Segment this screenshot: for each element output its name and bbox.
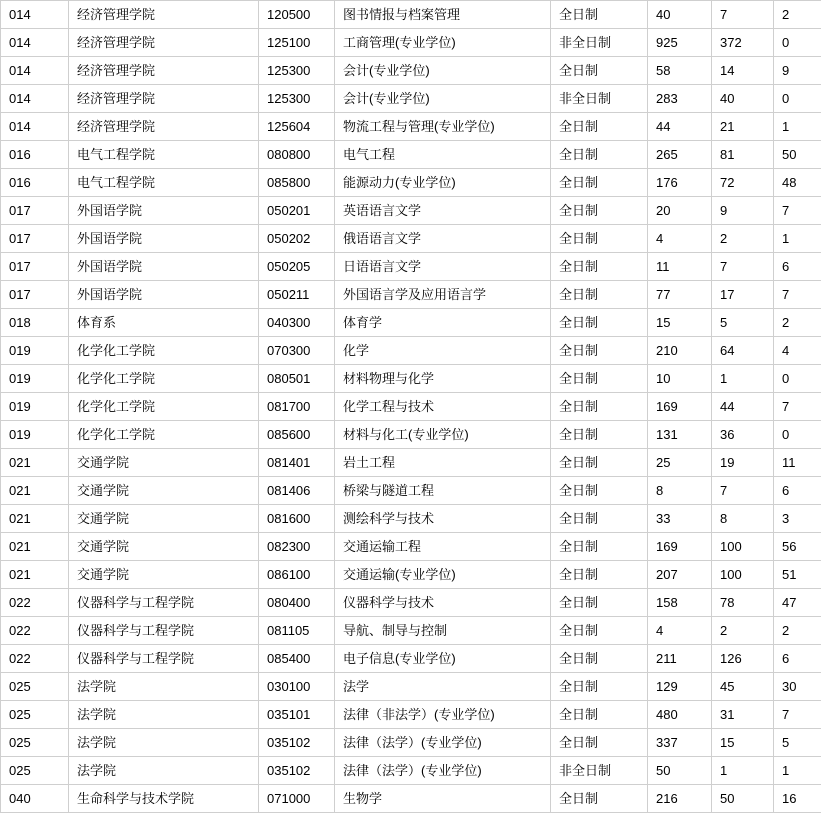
recommended-count: 30 [774, 673, 821, 701]
department-code: 016 [1, 169, 69, 197]
admitted-count: 64 [712, 337, 774, 365]
department-code: 014 [1, 85, 69, 113]
admitted-count: 372 [712, 29, 774, 57]
study-mode: 全日制 [551, 701, 648, 729]
major-code: 081700 [259, 393, 335, 421]
major-code: 080501 [259, 365, 335, 393]
recommended-count: 6 [774, 477, 821, 505]
applicants-count: 58 [648, 57, 712, 85]
recommended-count: 7 [774, 701, 821, 729]
study-mode: 全日制 [551, 533, 648, 561]
admitted-count: 8 [712, 505, 774, 533]
recommended-count: 56 [774, 533, 821, 561]
applicants-count: 265 [648, 141, 712, 169]
admitted-count: 1 [712, 757, 774, 785]
major-name: 会计(专业学位) [335, 57, 551, 85]
major-code: 081105 [259, 617, 335, 645]
department-code: 025 [1, 757, 69, 785]
study-mode: 非全日制 [551, 29, 648, 57]
major-name: 会计(专业学位) [335, 85, 551, 113]
major-code: 050201 [259, 197, 335, 225]
major-name: 导航、制导与控制 [335, 617, 551, 645]
department-code: 022 [1, 589, 69, 617]
recommended-count: 0 [774, 421, 821, 449]
recommended-count: 1 [774, 113, 821, 141]
department-code: 021 [1, 449, 69, 477]
major-code: 080800 [259, 141, 335, 169]
department-name: 外国语学院 [69, 197, 259, 225]
admitted-count: 40 [712, 85, 774, 113]
study-mode: 全日制 [551, 281, 648, 309]
major-name: 工商管理(专业学位) [335, 29, 551, 57]
department-code: 025 [1, 673, 69, 701]
department-name: 体育系 [69, 309, 259, 337]
table-row [1, 365, 821, 393]
major-name: 仪器科学与技术 [335, 589, 551, 617]
study-mode: 全日制 [551, 505, 648, 533]
table-row [1, 673, 821, 701]
recommended-count: 6 [774, 253, 821, 281]
department-name: 经济管理学院 [69, 29, 259, 57]
table-row [1, 225, 821, 253]
study-mode: 全日制 [551, 589, 648, 617]
table-row [1, 617, 821, 645]
applicants-count: 4 [648, 225, 712, 253]
study-mode: 非全日制 [551, 85, 648, 113]
applicants-count: 11 [648, 253, 712, 281]
department-code: 021 [1, 505, 69, 533]
recommended-count: 2 [774, 309, 821, 337]
major-name: 交通运输(专业学位) [335, 561, 551, 589]
admitted-count: 7 [712, 477, 774, 505]
department-code: 018 [1, 309, 69, 337]
recommended-count: 2 [774, 617, 821, 645]
applicants-count: 176 [648, 169, 712, 197]
study-mode: 全日制 [551, 309, 648, 337]
major-code: 071000 [259, 785, 335, 813]
admitted-count: 15 [712, 729, 774, 757]
table-row [1, 505, 821, 533]
major-code: 080400 [259, 589, 335, 617]
admitted-count: 9 [712, 197, 774, 225]
recommended-count: 7 [774, 281, 821, 309]
table-body [1, 1, 821, 813]
recommended-count: 3 [774, 505, 821, 533]
table-row [1, 29, 821, 57]
table-row [1, 449, 821, 477]
department-code: 021 [1, 533, 69, 561]
department-name: 电气工程学院 [69, 141, 259, 169]
department-name: 经济管理学院 [69, 57, 259, 85]
admitted-count: 72 [712, 169, 774, 197]
admitted-count: 19 [712, 449, 774, 477]
table-row [1, 1, 821, 29]
department-name: 法学院 [69, 729, 259, 757]
department-name: 交通学院 [69, 533, 259, 561]
major-name: 化学 [335, 337, 551, 365]
major-code: 085800 [259, 169, 335, 197]
admitted-count: 50 [712, 785, 774, 813]
recommended-count: 16 [774, 785, 821, 813]
applicants-count: 169 [648, 393, 712, 421]
department-code: 019 [1, 365, 69, 393]
study-mode: 全日制 [551, 253, 648, 281]
study-mode: 全日制 [551, 365, 648, 393]
major-name: 材料与化工(专业学位) [335, 421, 551, 449]
study-mode: 全日制 [551, 141, 648, 169]
major-name: 法学 [335, 673, 551, 701]
major-name: 法律（非法学）(专业学位) [335, 701, 551, 729]
study-mode: 全日制 [551, 617, 648, 645]
table-row [1, 253, 821, 281]
department-name: 交通学院 [69, 561, 259, 589]
admitted-count: 31 [712, 701, 774, 729]
department-code: 017 [1, 253, 69, 281]
study-mode: 全日制 [551, 561, 648, 589]
admitted-count: 2 [712, 617, 774, 645]
department-name: 法学院 [69, 673, 259, 701]
department-name: 外国语学院 [69, 253, 259, 281]
applicants-count: 4 [648, 617, 712, 645]
department-code: 021 [1, 477, 69, 505]
recommended-count: 51 [774, 561, 821, 589]
study-mode: 全日制 [551, 197, 648, 225]
major-name: 化学工程与技术 [335, 393, 551, 421]
applicants-count: 25 [648, 449, 712, 477]
major-name: 体育学 [335, 309, 551, 337]
applicants-count: 158 [648, 589, 712, 617]
department-code: 017 [1, 281, 69, 309]
department-code: 014 [1, 113, 69, 141]
applicants-count: 40 [648, 1, 712, 29]
major-name: 法律（法学）(专业学位) [335, 757, 551, 785]
major-code: 050211 [259, 281, 335, 309]
admitted-count: 17 [712, 281, 774, 309]
table-row [1, 197, 821, 225]
table-row [1, 309, 821, 337]
recommended-count: 11 [774, 449, 821, 477]
applicants-count: 207 [648, 561, 712, 589]
table-row [1, 561, 821, 589]
applicants-count: 8 [648, 477, 712, 505]
admitted-count: 36 [712, 421, 774, 449]
table-row [1, 85, 821, 113]
major-code: 125300 [259, 85, 335, 113]
department-code: 017 [1, 197, 69, 225]
major-name: 外国语言学及应用语言学 [335, 281, 551, 309]
applicants-count: 169 [648, 533, 712, 561]
department-name: 化学化工学院 [69, 365, 259, 393]
major-code: 040300 [259, 309, 335, 337]
applicants-count: 283 [648, 85, 712, 113]
major-code: 125300 [259, 57, 335, 85]
major-name: 生物学 [335, 785, 551, 813]
department-name: 经济管理学院 [69, 113, 259, 141]
admitted-count: 100 [712, 533, 774, 561]
department-code: 014 [1, 1, 69, 29]
study-mode: 非全日制 [551, 757, 648, 785]
applicants-count: 216 [648, 785, 712, 813]
department-name: 仪器科学与工程学院 [69, 589, 259, 617]
recommended-count: 7 [774, 393, 821, 421]
recommended-count: 0 [774, 29, 821, 57]
major-code: 035102 [259, 757, 335, 785]
study-mode: 全日制 [551, 477, 648, 505]
table-row [1, 533, 821, 561]
recommended-count: 0 [774, 365, 821, 393]
study-mode: 全日制 [551, 225, 648, 253]
major-code: 081600 [259, 505, 335, 533]
recommended-count: 1 [774, 757, 821, 785]
study-mode: 全日制 [551, 785, 648, 813]
department-code: 014 [1, 29, 69, 57]
major-name: 交通运输工程 [335, 533, 551, 561]
table-row [1, 141, 821, 169]
major-name: 能源动力(专业学位) [335, 169, 551, 197]
major-name: 电子信息(专业学位) [335, 645, 551, 673]
department-name: 交通学院 [69, 449, 259, 477]
table-row [1, 645, 821, 673]
recommended-count: 50 [774, 141, 821, 169]
department-code: 021 [1, 561, 69, 589]
applicants-count: 20 [648, 197, 712, 225]
study-mode: 全日制 [551, 729, 648, 757]
department-code: 022 [1, 645, 69, 673]
applicants-count: 131 [648, 421, 712, 449]
department-code: 019 [1, 337, 69, 365]
applicants-count: 210 [648, 337, 712, 365]
department-name: 化学化工学院 [69, 337, 259, 365]
table-row [1, 169, 821, 197]
table-row [1, 337, 821, 365]
study-mode: 全日制 [551, 337, 648, 365]
table-row [1, 393, 821, 421]
study-mode: 全日制 [551, 645, 648, 673]
department-name: 化学化工学院 [69, 393, 259, 421]
applicants-count: 925 [648, 29, 712, 57]
major-code: 086100 [259, 561, 335, 589]
major-code: 050202 [259, 225, 335, 253]
study-mode: 全日制 [551, 393, 648, 421]
table-row [1, 281, 821, 309]
recommended-count: 1 [774, 225, 821, 253]
applicants-count: 10 [648, 365, 712, 393]
admitted-count: 81 [712, 141, 774, 169]
department-name: 外国语学院 [69, 281, 259, 309]
major-code: 081401 [259, 449, 335, 477]
recommended-count: 7 [774, 197, 821, 225]
major-name: 材料物理与化学 [335, 365, 551, 393]
department-code: 014 [1, 57, 69, 85]
admitted-count: 1 [712, 365, 774, 393]
study-mode: 全日制 [551, 1, 648, 29]
admitted-count: 5 [712, 309, 774, 337]
department-code: 025 [1, 701, 69, 729]
major-name: 岩土工程 [335, 449, 551, 477]
applicants-count: 211 [648, 645, 712, 673]
admitted-count: 44 [712, 393, 774, 421]
department-name: 外国语学院 [69, 225, 259, 253]
table-row [1, 701, 821, 729]
department-code: 019 [1, 393, 69, 421]
department-name: 经济管理学院 [69, 1, 259, 29]
applicants-count: 33 [648, 505, 712, 533]
study-mode: 全日制 [551, 169, 648, 197]
department-name: 法学院 [69, 757, 259, 785]
table-row [1, 57, 821, 85]
table-row [1, 729, 821, 757]
department-name: 交通学院 [69, 505, 259, 533]
recommended-count: 9 [774, 57, 821, 85]
department-code: 017 [1, 225, 69, 253]
major-code: 085400 [259, 645, 335, 673]
applicants-count: 77 [648, 281, 712, 309]
table-row [1, 589, 821, 617]
department-code: 040 [1, 785, 69, 813]
major-name: 日语语言文学 [335, 253, 551, 281]
table-row [1, 757, 821, 785]
major-name: 测绘科学与技术 [335, 505, 551, 533]
major-code: 120500 [259, 1, 335, 29]
major-code: 050205 [259, 253, 335, 281]
admitted-count: 14 [712, 57, 774, 85]
study-mode: 全日制 [551, 113, 648, 141]
major-code: 082300 [259, 533, 335, 561]
department-name: 化学化工学院 [69, 421, 259, 449]
study-mode: 全日制 [551, 421, 648, 449]
applicants-count: 44 [648, 113, 712, 141]
department-code: 022 [1, 617, 69, 645]
department-code: 016 [1, 141, 69, 169]
major-code: 035101 [259, 701, 335, 729]
admitted-count: 100 [712, 561, 774, 589]
major-name: 桥梁与隧道工程 [335, 477, 551, 505]
major-name: 图书情报与档案管理 [335, 1, 551, 29]
recommended-count: 0 [774, 85, 821, 113]
applicants-count: 337 [648, 729, 712, 757]
recommended-count: 48 [774, 169, 821, 197]
major-name: 俄语语言文学 [335, 225, 551, 253]
table-row [1, 113, 821, 141]
department-name: 电气工程学院 [69, 169, 259, 197]
major-code: 125100 [259, 29, 335, 57]
major-name: 电气工程 [335, 141, 551, 169]
applicants-count: 129 [648, 673, 712, 701]
applicants-count: 15 [648, 309, 712, 337]
recommended-count: 47 [774, 589, 821, 617]
applicants-count: 50 [648, 757, 712, 785]
major-code: 070300 [259, 337, 335, 365]
major-code: 035102 [259, 729, 335, 757]
recommended-count: 5 [774, 729, 821, 757]
study-mode: 全日制 [551, 673, 648, 701]
department-name: 经济管理学院 [69, 85, 259, 113]
admitted-count: 78 [712, 589, 774, 617]
department-name: 仪器科学与工程学院 [69, 617, 259, 645]
department-code: 025 [1, 729, 69, 757]
major-code: 030100 [259, 673, 335, 701]
department-name: 法学院 [69, 701, 259, 729]
major-name: 物流工程与管理(专业学位) [335, 113, 551, 141]
applicants-count: 480 [648, 701, 712, 729]
major-code: 081406 [259, 477, 335, 505]
admitted-count: 126 [712, 645, 774, 673]
recommended-count: 4 [774, 337, 821, 365]
table-row [1, 785, 821, 813]
department-code: 019 [1, 421, 69, 449]
department-name: 仪器科学与工程学院 [69, 645, 259, 673]
major-name: 法律（法学）(专业学位) [335, 729, 551, 757]
study-mode: 全日制 [551, 449, 648, 477]
department-name: 生命科学与技术学院 [69, 785, 259, 813]
recommended-count: 6 [774, 645, 821, 673]
department-name: 交通学院 [69, 477, 259, 505]
major-code: 125604 [259, 113, 335, 141]
major-name: 英语语言文学 [335, 197, 551, 225]
admitted-count: 7 [712, 253, 774, 281]
admitted-count: 7 [712, 1, 774, 29]
table-row [1, 421, 821, 449]
study-mode: 全日制 [551, 57, 648, 85]
admitted-count: 45 [712, 673, 774, 701]
admitted-count: 2 [712, 225, 774, 253]
recommended-count: 2 [774, 1, 821, 29]
table-row [1, 477, 821, 505]
major-code: 085600 [259, 421, 335, 449]
admitted-count: 21 [712, 113, 774, 141]
